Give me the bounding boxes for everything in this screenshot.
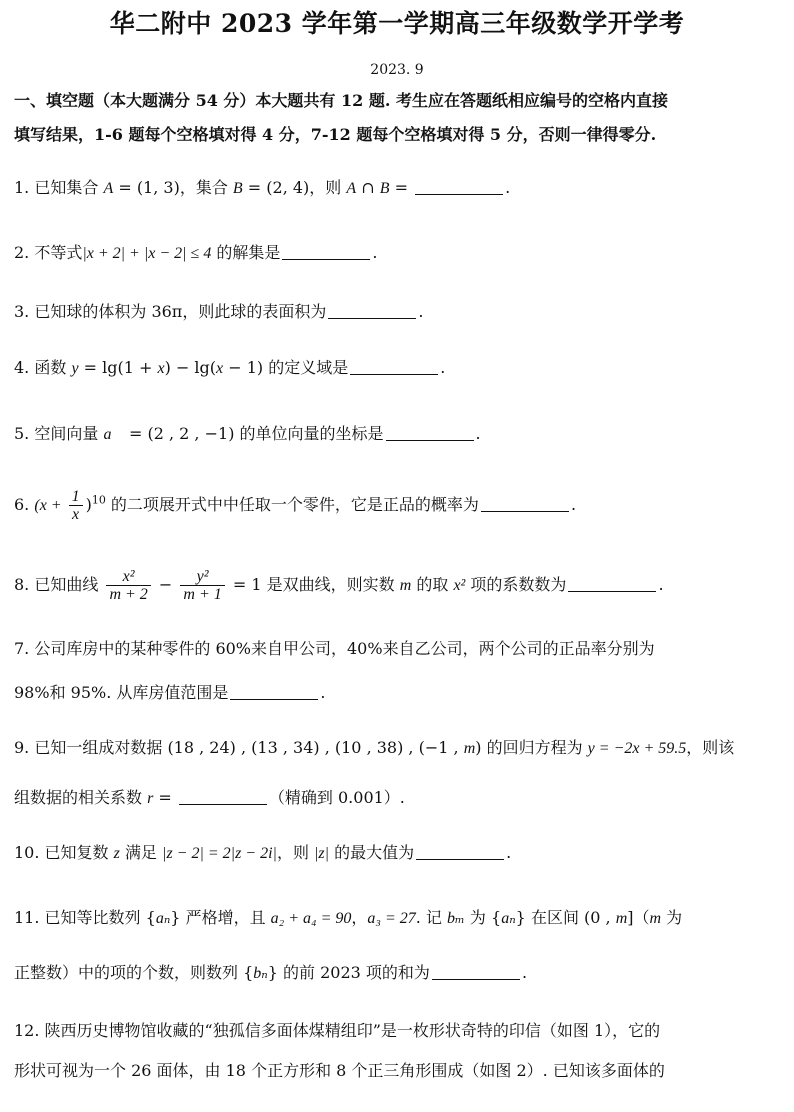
question-1 [14,175,784,198]
q8-var: m [399,577,412,594]
question-11-line-2 [14,960,784,983]
question-12-line-1: 12. 陕西历史博物馆收藏的“独孤信多面体煤精组印”是一枚形状奇特的印信（如图 1），它的 [14,1021,661,1040]
q10-text: 10. 已知复数 [14,843,114,862]
q7-text: 98%和 95%. 从库房值范围是 [14,683,229,702]
q11-text: } 的前 2023 项的和为 [267,963,430,982]
q6-text: 6. [14,495,35,514]
instructions-line-2: 填写结果，1-6 题每个空格填对得 4 分，7-12 题每个空格填对得 5 分，否则一律得零分. [14,125,657,144]
q11-eq: a₃ = 27 [367,910,416,927]
section-instructions [14,84,784,152]
q8-minus: − [153,575,178,594]
q1-end: . [505,178,511,197]
q4-var: x [216,360,224,377]
q1-text: 1. 已知集合 [14,178,104,197]
q2-text: 2. 不等式 [14,243,83,262]
q9-text: ，则该 [686,738,735,757]
question-3 [14,299,784,322]
q11-text: 11. 已知等比数列 { [14,908,156,927]
q4-text: − 1) 的定义域是 [223,358,349,377]
q11-text: ， [351,908,368,927]
q11-eq: a₂ + a₄ = 90 [270,910,352,927]
instructions-line-1: 一、填空题（本大题满分 54 分）本大题共有 12 题. 考生应在答题纸相应编号的空格内直接 [14,91,668,110]
q11-term: aₙ [501,910,516,927]
q11-text: ]（ [627,908,650,927]
q4-var: x [157,360,165,377]
answer-blank[interactable] [481,495,569,512]
q8-text: = 1 是双曲线，则实数 [227,575,400,594]
q1-cap: ∩ [356,178,380,197]
q11-var: m [615,910,628,927]
answer-blank[interactable] [568,575,656,592]
q10-modulus: |z| [314,845,330,862]
answer-blank[interactable] [230,683,318,700]
q10-end: . [506,843,512,862]
q11-end: . [521,963,528,982]
q6-exponent: 10 [91,493,106,507]
q1-text: = (1, 3)，集合 [113,178,233,197]
q5-end: . [475,424,481,443]
answer-blank[interactable] [432,963,520,980]
q1-set-a: A [103,180,114,197]
answer-blank[interactable] [416,843,504,860]
q9-text: 9. 已知一组成对数据 (18 , 24) , (13 , 34) , (10 , 38) , (−1 , [14,738,464,757]
question-12-line-2: 形状可视为一个 26 面体，由 18 个正方形和 8 个正三角形围成（如图 2）. 已知该多面体的 [14,1061,665,1080]
page-title: 华二附中 2023 学年第一学期高三年级数学开学考 [109,9,685,38]
answer-blank[interactable] [415,178,503,195]
q8-term: x² [453,577,466,594]
q11-term: aₙ [155,910,171,927]
q5-text: 5. 空间向量 [14,424,104,443]
q5-text: = (2 , 2 , −1) 的单位向量的坐标是 [123,424,384,443]
q2-end: . [372,243,378,262]
question-11-line-1 [14,905,784,928]
q6-binomial: (x + [34,497,66,514]
q9-regression: y = −2x + 59.5 [587,740,687,757]
q11-term: bₙ [253,965,268,982]
q9-var: r [147,790,154,807]
question-6 [14,488,784,523]
question-10 [14,840,784,863]
q6-text: 的二项展开式中中任取一个零件，它是正品的概率为 [105,495,479,514]
q2-text: 的解集是 [211,243,281,262]
question-5 [14,421,784,444]
q11-text: 为 [661,908,683,927]
question-2 [14,240,784,263]
q10-var: z [113,845,120,862]
q2-inequality: |x + 2| + |x − 2| ≤ 4 [82,245,212,262]
q8-end: . [658,575,664,594]
answer-blank[interactable] [282,243,370,260]
answer-blank[interactable] [179,788,267,805]
answer-blank[interactable] [328,302,416,319]
q3-text: 3. 已知球的体积为 36π，则此球的表面积为 [14,302,327,321]
q11-text: 为 { [464,908,502,927]
q11-text: } 严格增，且 [170,908,271,927]
question-7-line-1: 7. 公司库房中的某种零件的 60%来自甲公司，40%来自乙公司，两个公司的正品率分别为 [14,639,655,658]
exam-date: 2023. 9 [370,62,424,78]
q10-text: 满足 [119,843,163,862]
q4-text: = lg(1 + [78,358,158,377]
q1-set-b: B [379,180,390,197]
q4-var: y [71,360,79,377]
q10-condition: |z − 2| = 2|z − 2i| [162,845,277,862]
q6-paren: ) [85,495,92,514]
q4-text: ) − lg( [164,358,217,377]
q5-vector: a⃗ [103,426,124,443]
question-9-line-1 [14,735,784,758]
q1-eq: = [389,178,414,197]
q9-text: 组数据的相关系数 [14,788,148,807]
q8-fraction-y: $\frac{\text{y²}}{m + 1}$ [180,568,224,603]
answer-blank[interactable] [386,424,474,441]
q4-text: 4. 函数 [14,358,72,377]
question-8 [14,568,784,603]
q10-text: 的最大值为 [329,843,415,862]
q1-text: = (2, 4)，则 [242,178,347,197]
question-7-line-2 [14,680,784,703]
q9-text: （精确到 0.001）. [268,788,405,807]
q1-set-a: A [346,180,357,197]
q10-text: ，则 [276,843,315,862]
question-4 [14,355,784,378]
q8-text: 的取 [411,575,454,594]
question-9-line-2 [14,785,784,808]
q3-end: . [418,302,424,321]
q11-text: . 记 [415,908,448,927]
q11-text: 正整数）中的项的个数，则数列 { [14,963,254,982]
q8-text: 项的系数数为 [465,575,567,594]
q6-fraction: $\frac{1}{x}$ [69,488,83,523]
q1-set-b: B [232,180,243,197]
q9-eq: = [153,788,177,807]
q9-var: m [463,740,476,757]
q9-text: ) 的回归方程为 [475,738,588,757]
q8-fraction-x: $\frac{\text{x²}}{m + 2}$ [106,568,150,603]
q7-end: . [320,683,326,702]
q11-term: bₘ [447,910,465,927]
q6-end: . [570,495,577,514]
q11-text: } 在区间 (0 , [515,908,616,927]
q8-text: 8. 已知曲线 [14,575,104,594]
q4-end: . [440,358,446,377]
answer-blank[interactable] [350,358,438,375]
q11-var: m [649,910,662,927]
